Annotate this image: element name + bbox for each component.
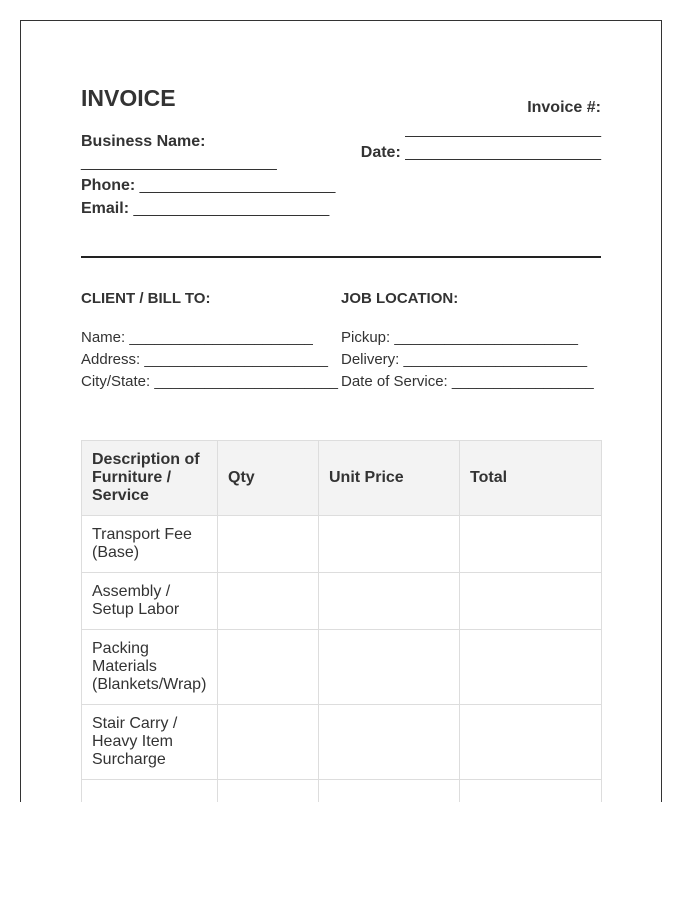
client-city-label: City/State:	[81, 373, 151, 390]
table-row	[82, 573, 602, 630]
total-cell[interactable]	[460, 516, 602, 573]
client-city-row	[81, 373, 338, 390]
total-cell[interactable]	[460, 573, 602, 630]
service-date-row	[341, 373, 594, 390]
header-description: Description of Furniture / Service	[82, 441, 218, 516]
date-label: Date:	[360, 144, 401, 161]
invoice-page	[20, 20, 662, 802]
business-name-field[interactable]: ______________________	[81, 154, 277, 171]
pickup-field[interactable]: ______________________	[394, 329, 578, 346]
table-row	[82, 630, 602, 705]
header-total: Total	[460, 441, 602, 516]
row-description[interactable]	[82, 780, 218, 803]
client-name-label: Name:	[81, 329, 126, 346]
header-qty: Qty	[218, 441, 319, 516]
row-description: Stair Carry / Heavy Item Surcharge	[82, 705, 218, 780]
client-address-row	[81, 351, 328, 368]
header-divider	[81, 256, 601, 258]
date-row	[361, 144, 601, 162]
qty-cell[interactable]	[218, 573, 319, 630]
header-unit-price: Unit Price	[319, 441, 460, 516]
row-description: Assembly / Setup Labor	[82, 573, 218, 630]
phone-row	[81, 177, 335, 195]
business-name-label: Business Name:	[81, 133, 206, 150]
table-row	[82, 780, 602, 803]
table-row	[82, 705, 602, 780]
invoice-number-label: Invoice #:	[527, 99, 601, 116]
unit-price-cell[interactable]	[319, 630, 460, 705]
total-cell[interactable]	[460, 780, 602, 803]
pickup-row	[341, 329, 578, 346]
client-city-field[interactable]: ______________________	[154, 373, 338, 390]
unit-price-cell[interactable]	[319, 705, 460, 780]
line-items-table	[81, 440, 602, 802]
qty-cell[interactable]	[218, 516, 319, 573]
invoice-number-field[interactable]: ______________________	[405, 121, 601, 138]
client-address-label: Address:	[81, 351, 141, 368]
qty-cell[interactable]	[218, 780, 319, 803]
delivery-row	[341, 351, 587, 368]
job-heading: JOB LOCATION:	[341, 290, 459, 307]
qty-cell[interactable]	[218, 630, 319, 705]
row-description: Packing Materials (Blankets/Wrap)	[82, 630, 218, 705]
phone-field[interactable]: ______________________	[139, 177, 336, 194]
service-date-field[interactable]: _________________	[451, 373, 594, 390]
client-name-field[interactable]: ______________________	[129, 329, 313, 346]
client-name-row	[81, 329, 313, 346]
client-heading: CLIENT / BILL TO:	[81, 290, 211, 307]
invoice-title: INVOICE	[81, 85, 176, 111]
service-date-label: Date of Service:	[341, 373, 448, 390]
row-description: Transport Fee (Base)	[82, 516, 218, 573]
total-cell[interactable]	[460, 705, 602, 780]
email-label: Email:	[81, 200, 130, 217]
delivery-field[interactable]: ______________________	[403, 351, 588, 368]
email-row	[81, 200, 329, 218]
table-row	[82, 516, 602, 573]
total-cell[interactable]	[460, 630, 602, 705]
unit-price-cell[interactable]	[319, 516, 460, 573]
unit-price-cell[interactable]	[319, 780, 460, 803]
delivery-label: Delivery:	[341, 351, 400, 368]
qty-cell[interactable]	[218, 705, 319, 780]
pickup-label: Pickup:	[341, 329, 391, 346]
phone-label: Phone:	[81, 177, 136, 194]
table-header-row	[82, 441, 602, 516]
email-field[interactable]: ______________________	[133, 200, 330, 217]
client-address-field[interactable]: ______________________	[144, 351, 328, 368]
date-field[interactable]: ______________________	[405, 144, 601, 161]
unit-price-cell[interactable]	[319, 573, 460, 630]
